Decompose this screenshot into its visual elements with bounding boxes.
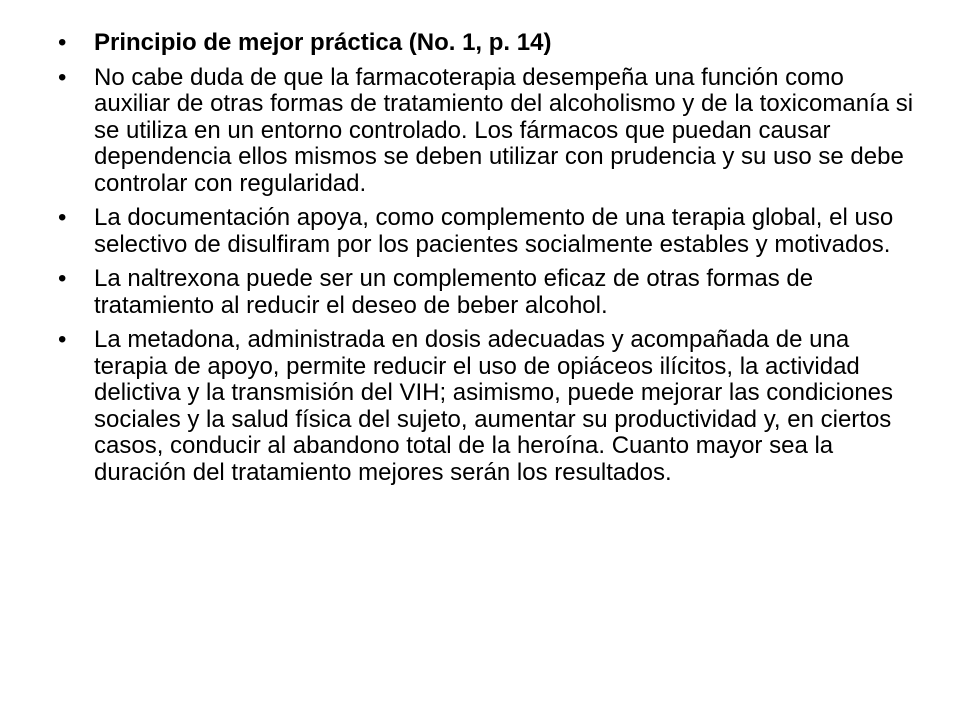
bullet-item-principle-title (58, 30, 918, 57)
bullet-item-naltrexone (58, 266, 918, 319)
bullet-text: La documentación apoya, como complemento de una terapia global, el uso selectivo de disulfiram por los pacientes socialmente estables y motivados. (94, 204, 894, 258)
bullet-text: La naltrexona puede ser un complemento eficaz de otras formas de tratamiento al reducir el deseo de beber alcohol. (94, 265, 814, 319)
bullet-icon: • (58, 63, 67, 91)
bullet-icon: • (58, 265, 67, 292)
bullet-list (58, 30, 918, 494)
bullet-text: Principio de mejor práctica (No. 1, p. 14) (94, 29, 552, 56)
bullet-icon: • (58, 326, 67, 353)
bullet-text: La metadona, administrada en dosis adecuadas y acompañada de una terapia de apoyo, permite reducir el uso de opiáceos ilícitos, la actividad delictiva y la transmisión del VIH; asimismo, puede mejorar las condiciones sociales y la salud física del sujeto, aumentar su productividad y, en ciertos casos, conducir al abandono total de la heroína. Cuanto mayor sea la duración del tratamiento mejores serán los resultados. (94, 326, 894, 486)
bullet-icon: • (58, 29, 67, 56)
bullet-item-pharmacotherapy (58, 65, 918, 198)
bullet-text: No cabe duda de que la farmacoterapia desempeña una función como auxiliar de otras formas de tratamiento del alcoholismo y de la toxicomanía si se utiliza en un entorno controlado. Los fármacos que puedan causar dependencia ellos mismos se deben utilizar con prudencia y su uso se debe controlar con regularidad. (94, 63, 914, 197)
bullet-item-disulfiram (58, 205, 918, 258)
bullet-icon: • (58, 204, 67, 231)
bullet-item-methadone (58, 327, 918, 486)
